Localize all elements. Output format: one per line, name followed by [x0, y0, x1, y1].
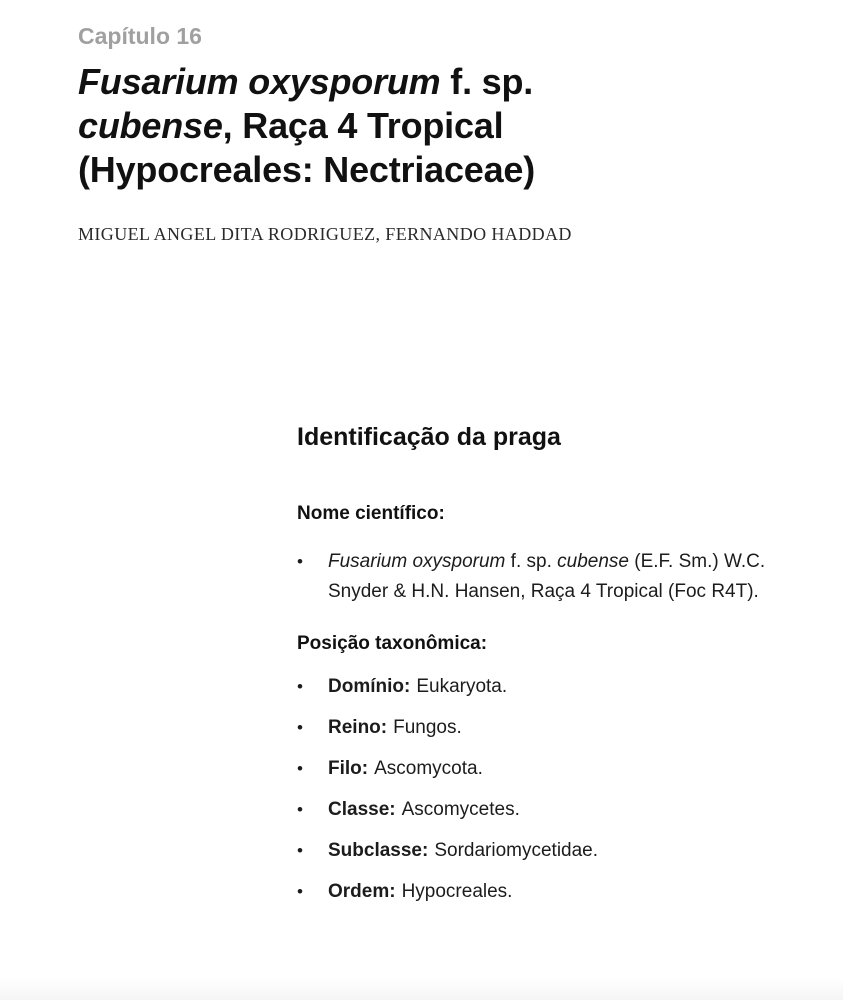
taxonomy-item-filo [297, 758, 598, 779]
title-subspecies-italic: cubense [78, 105, 223, 146]
bullet-marker: • [297, 882, 303, 901]
title-species-italic: Fusarium oxysporum [78, 61, 441, 102]
taxonomy-label: Filo: [328, 758, 369, 779]
subheading-nome-cientifico: Nome científico: [297, 503, 445, 524]
taxonomy-value: Eukaryota. [416, 676, 508, 697]
taxonomy-value: Fungos. [393, 717, 462, 738]
taxonomy-value: Sordariomycetidae. [434, 840, 599, 861]
bullet-marker: • [297, 552, 303, 571]
bullet-marker: • [297, 718, 303, 737]
scientific-name-line-2: Snyder & H.N. Hansen, Raça 4 Tropical (Foc R4T). [328, 581, 759, 602]
page-bottom-shade [0, 978, 843, 1000]
bullet-marker: • [297, 841, 303, 860]
title-line-2 [78, 104, 535, 148]
page-title [78, 60, 535, 192]
taxonomy-item-classe [297, 799, 598, 820]
scientific-name-regular-1: f. sp. [505, 551, 558, 572]
scientific-name-regular-2: (E.F. Sm.) W.C. [628, 551, 766, 572]
taxonomy-value: Ascomycetes. [401, 799, 520, 820]
authors-line: MIGUEL ANGEL DITA RODRIGUEZ, FERNANDO HADDAD [78, 224, 572, 244]
scientific-name-text [328, 547, 765, 607]
subspecies-italic: cubense [557, 551, 629, 572]
taxonomy-label: Reino: [328, 717, 388, 738]
taxonomy-list [297, 676, 598, 922]
title-line-2-regular: , Raça 4 Tropical [222, 105, 504, 146]
section-heading-identificacao: Identificação da praga [297, 423, 561, 451]
bullet-marker: • [297, 800, 303, 819]
bullet-marker: • [297, 759, 303, 778]
taxonomy-item-reino [297, 717, 598, 738]
species-italic: Fusarium oxysporum [328, 551, 506, 572]
scientific-name-list-item [297, 547, 802, 607]
scientific-name-line-1 [328, 547, 765, 577]
chapter-label: Capítulo 16 [78, 23, 202, 49]
bullet-marker: • [297, 677, 303, 696]
subheading-posicao-taxonomica: Posição taxonômica: [297, 633, 488, 654]
title-line-3: (Hypocreales: Nectriaceae) [78, 149, 536, 190]
taxonomy-label: Ordem: [328, 881, 396, 902]
taxonomy-label: Classe: [328, 799, 396, 820]
taxonomy-value: Hypocreales. [401, 881, 513, 902]
taxonomy-value: Ascomycota. [374, 758, 483, 779]
taxonomy-item-dominio [297, 676, 598, 697]
title-line-1-regular: f. sp. [440, 61, 534, 102]
taxonomy-item-ordem [297, 881, 598, 902]
title-line-1 [78, 60, 535, 104]
taxonomy-label: Subclasse: [328, 840, 429, 861]
taxonomy-label: Domínio: [328, 676, 411, 697]
taxonomy-item-subclasse [297, 840, 598, 861]
